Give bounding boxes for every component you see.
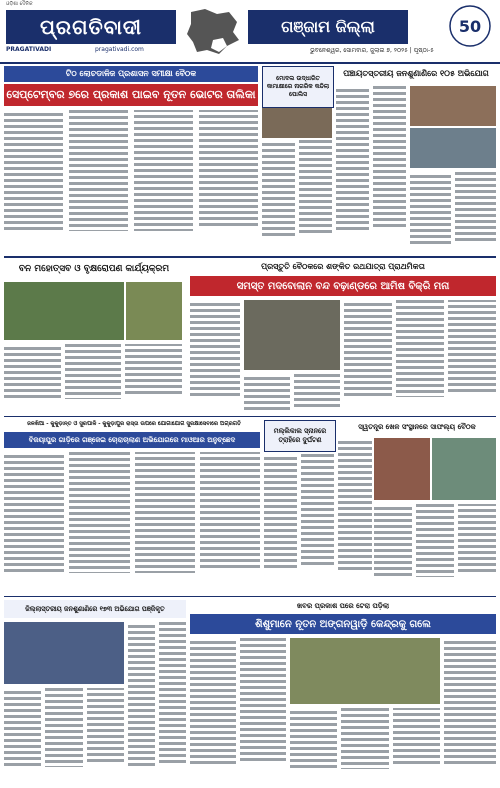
bottom-right-text-b <box>290 708 440 786</box>
dateline: ଭୁବନେଶ୍ୱର, ସୋମବାର, ଜୁଲାଇ ୭, ୨୦୨୫ | ପୃଷ୍ଠା-୫ <box>310 47 434 54</box>
box-text <box>262 140 332 252</box>
right-top-text <box>336 86 406 252</box>
fish-headline: ସମସ୍ତ ମଦବୋଲାନ ବନ୍ଦ ବଢ଼ାଣ୍ଡରେ ଆମିଷ ବିକ୍ରି ମନା <box>190 276 496 296</box>
forest-text <box>4 344 182 414</box>
masthead-tagline: ଓଡ଼ିଶା ଦୈନିକ <box>6 1 33 7</box>
middle-main-headline: ବିଜୟାପୁର ଗାଡ଼ିରେ ଗଞ୍ଜେଇ ଚୋରାଚାଲାଣ ଅଭିଯୋଗରେ ମାଓଆର ଅନୁଚ୍ଛେଦ <box>4 432 260 448</box>
forest-photo-1 <box>4 282 124 340</box>
bottom-right-text-c <box>444 638 496 786</box>
right-top-headline: ପଞ୍ଚାୟତସ୍ତରୀୟ ଜନଶୁଣାଣିରେ ୧୦୫ ଅଭିଯୋଗ <box>343 69 489 78</box>
bottom-left-headline: ଜିଲ୍ଲାସ୍ତରୀୟ ଜନଶୁଣାଣିରେ ୧୭୩ ଅଭିଯୋଗ ପଞ୍ଜିକୃତ <box>4 600 186 618</box>
section-rule-3 <box>4 596 496 597</box>
hearing-photo-bottom <box>4 622 124 684</box>
hearing-photo-1 <box>410 86 496 126</box>
middle-main-text <box>4 452 260 592</box>
anniversary-emblem <box>448 4 492 48</box>
district-title: ଗଞ୍ଜାମ ଜିଲ୍ଲା <box>248 10 408 44</box>
middle-box-headline: ମଲ୍ଲିକାଲ ସ୍ନାନରେ ତ୍ରାହିରେ ଦୁର୍ଘଟଣ <box>264 420 336 452</box>
section-rule-2 <box>4 416 496 417</box>
fish-text-left <box>190 300 240 414</box>
odisha-map-icon <box>183 6 243 58</box>
right-top-text-2 <box>410 172 496 252</box>
newspaper-website: pragativadi.com <box>95 46 144 53</box>
middle-right-text <box>338 438 372 592</box>
sports-photo-2 <box>432 438 496 500</box>
forest-photo-2 <box>126 282 182 340</box>
anganwadi-photo <box>290 638 440 704</box>
bottom-right-kicker: ଖବର ପ୍ରକାଶ ପରେ ଟେରା ପଡ଼ିଲା <box>296 601 390 610</box>
middle-right-text-2 <box>374 504 496 592</box>
box-headline: ମୋଦଲ ଉଦ୍ଧାରିତ କାମାକ୍ଷୀରେ ନାଗରିକ କନ୍ଦିଲା ପୋଲିସ <box>262 66 334 108</box>
emblem-number: 50 <box>458 17 482 36</box>
section-rule <box>4 256 496 258</box>
main-headline: ସେପ୍ଟେମ୍ବର ୭ରେ ପ୍ରକାଶ ପାଇବ ନୂତନ ଭୋଟର ତାଲିକା <box>4 84 258 106</box>
newspaper-name-roman: PRAGATIVADI <box>6 46 52 53</box>
bottom-right-text-a <box>190 638 286 786</box>
middle-right-headline: ସ୍ୱତନ୍ତ୍ର ଖେଳ ସଂସ୍ଥାନରେ ସାଫଲ୍ୟ ବୈଠକ <box>358 422 476 431</box>
strip-headline: ଜଳଖିଆ - କୁକୁଡ଼ାନ୍ତ ଓ ସୁରପାଳି - କୁକୁଡ଼ାପୁର ରାସ୍ତା ଉପରେ ଯୋଗାଯୋଗ ସୁରକ୍ଷାସେବାରେ ଅଗ୍ରଗତି <box>27 420 241 427</box>
box-photo <box>262 108 332 138</box>
fish-text-under <box>244 374 340 414</box>
prep-headline: ପ୍ରସ୍ତୁତି ବୈଠକରେ ଶଙ୍କିତ ରଥଯାତ୍ରା ପ୍ରାଥମିକତା <box>261 262 425 271</box>
fish-text-right <box>344 300 496 414</box>
bottom-right-headline: ଶିଶୁମାନେ ନୂତନ ଅଙ୍ଗନୱାଡ଼ି କେନ୍ଦ୍ରକୁ ଗଲେ <box>190 614 496 634</box>
sports-photo-1 <box>374 438 430 500</box>
meeting-photo <box>244 300 340 370</box>
forest-headline: ବନ ମହୋତ୍ସବ ଓ ବୃକ୍ଷରୋପଣ କାର୍ଯ୍ୟକ୍ରମ <box>18 264 170 274</box>
bottom-left-text-b <box>4 688 124 786</box>
top-banner-headline: ଟିଠ ଲୋଚଡାଳିଜ ପ୍ରଶାସନ ସମୀକ୍ଷା ବୈଠକ <box>4 66 258 82</box>
hearing-photo-2 <box>410 128 496 168</box>
article-main-text <box>4 110 258 252</box>
bottom-left-text-a <box>128 622 186 786</box>
masthead <box>0 0 500 64</box>
middle-box-text <box>264 454 334 592</box>
newspaper-logo: ପ୍ରଗତିବାଦୀ <box>6 10 176 44</box>
